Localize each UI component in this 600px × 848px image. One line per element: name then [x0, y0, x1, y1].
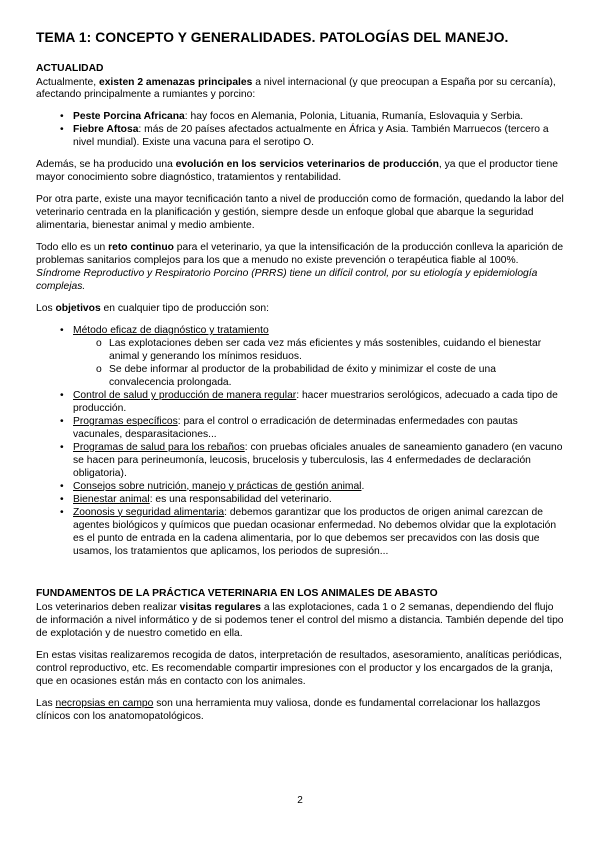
paragraph — [36, 77, 564, 103]
text-run: evolución en los servicios veterinarios de producción — [175, 159, 439, 171]
bullet-item — [36, 338, 564, 364]
text-run: a las explotaciones, cada 1 o 2 semanas, dependiendo del flujo de información a nivel informático y de si podemos tener el control del mismo a distancia. También depende del tipo de explotación y de nuestro cometido en ella. — [36, 602, 564, 640]
bullet-text — [73, 494, 564, 507]
bullet-item — [36, 124, 564, 150]
text-run: Consejos sobre nutrición, manejo y prácticas de gestión animal — [73, 480, 362, 492]
bullet-marker-icon: • — [60, 415, 64, 427]
text-run: Además, se ha producido una — [36, 159, 176, 171]
text-run: Método eficaz de diagnóstico y tratamiento — [73, 325, 269, 337]
bullet-text — [73, 416, 564, 442]
bullet-item — [36, 325, 564, 338]
text-run: Los veterinarios deben realizar — [36, 602, 180, 614]
text-run: Los — [36, 303, 56, 315]
section-heading — [36, 63, 564, 76]
text-run: a nivel internacional (y que preocupan a España por su cercanía), afectando principalmente a rumiantes y porcino: — [36, 76, 556, 101]
bullet-text — [73, 481, 564, 494]
text-run: En estas visitas realizaremos recogida de datos, interpretación de resultados, asesoramiento, analíticas periódicas, control reproductivo, etc. Es recomendable compartir impresiones con el productor y los encargados de la granja, que en ocasiones están más en contacto con los animales. — [36, 650, 562, 688]
text-run: Programas de salud para los rebaños — [73, 441, 245, 453]
text-run: Bienestar animal — [73, 493, 150, 505]
bullet-item — [36, 416, 564, 442]
text-run: Control de salud y producción de manera regular — [73, 389, 297, 401]
text-run: para el veterinario, ya que la intensificación de la producción conlleva la aparición de problemas sanitarios complejos para los que a menudo no existe prevención o terapéutica fiable al 100%. — [36, 242, 564, 267]
bullet-item — [36, 494, 564, 507]
bullet-marker-icon: • — [60, 124, 64, 136]
text-run: . — [361, 480, 365, 492]
text-run: FUNDAMENTOS DE LA PRÁCTICA VETERINARIA EN LOS ANIMALES DE ABASTO — [36, 588, 438, 600]
bullet-text — [73, 111, 564, 124]
bullet-list — [36, 111, 564, 150]
text-run: Las explotaciones deben ser cada vez más eficientes y más sostenibles, cuidando el bienestar animal y generando los mínimos residuos. — [109, 338, 542, 362]
document-content — [36, 63, 564, 725]
bullet-text — [109, 364, 564, 390]
bullet-text — [73, 124, 564, 150]
bullet-marker-icon: o — [96, 338, 102, 350]
paragraph — [36, 303, 564, 316]
bullet-item — [36, 507, 564, 559]
bullet-item — [36, 442, 564, 481]
bullet-text — [73, 390, 564, 416]
text-run: Todo ello es un — [36, 242, 109, 254]
text-run: : hacer muestrarios serológicos, adecuado a cada tipo de producción. — [73, 389, 558, 414]
text-run: , ya que el productor tiene mayor conocimiento sobre diagnóstico, tratamientos y rentabilidad. — [36, 159, 558, 184]
paragraph — [36, 242, 564, 294]
bullet-marker-icon: • — [60, 493, 64, 505]
document-title: TEMA 1: CONCEPTO Y GENERALIDADES. PATOLOGÍAS DEL MANEJO. — [36, 30, 509, 45]
text-run: Programas específicos — [73, 415, 178, 427]
text-run: Las — [36, 698, 56, 710]
bullet-marker-icon: • — [60, 325, 64, 337]
bullet-text — [73, 442, 564, 481]
text-run: : con pruebas oficiales anuales de saneamiento ganadero (en vacuno se hacen para perineumonía, leucosis, brucelosis y tuberculosis, las 4 enfermedades de declaración obligatoria). — [73, 441, 563, 479]
bullet-marker-icon: • — [60, 480, 64, 492]
text-run: : más de 20 países afectados actualmente en África y Asia. También Marruecos (tercero a nivel mundial). Existe una vacuna para el serotipo O. — [73, 124, 549, 149]
bullet-text — [109, 338, 564, 364]
text-run: : debemos garantizar que los productos de origen animal carezcan de agentes biológicos y químicos que puedan ocasionar enfermedad. No debemos olvidar que la explotación es el punto de entrada en la cadena alimentaria, por lo que debemos ser precavidos con las dosis que usamos, los tratamientos que aplicamos, los periodos de supresión... — [73, 506, 557, 557]
bullet-item — [36, 111, 564, 124]
text-run: Se debe informar al productor de la probabilidad de éxito y minimizar el coste de una convalecencia prolongada. — [109, 363, 496, 388]
bullet-marker-icon: • — [60, 111, 64, 123]
bullet-marker-icon: • — [60, 389, 64, 401]
bullet-item — [36, 364, 564, 390]
text-run: son una herramienta muy valiosa, donde es fundamental correlacionar los hallazgos clínicos con los anatomopatológicos. — [36, 698, 541, 723]
section-heading — [36, 588, 564, 601]
text-run: ACTUALIDAD — [36, 62, 104, 74]
text-run: Actualmente, — [36, 76, 99, 88]
text-run: : hay focos en Alemania, Polonia, Lituania, Rumanía, Eslovaquia y Serbia. — [184, 111, 524, 123]
paragraph — [36, 650, 564, 689]
bullet-item — [36, 481, 564, 494]
text-run: necropsias en campo — [55, 698, 154, 710]
text-run: Fiebre Aftosa — [73, 124, 139, 136]
bullet-item — [36, 390, 564, 416]
text-run: existen 2 amenazas principales — [98, 76, 253, 88]
bullet-marker-icon: o — [96, 363, 102, 375]
text-run: : es una responsabilidad del veterinario. — [149, 493, 332, 505]
text-run: objetivos — [55, 303, 101, 315]
text-run: Peste Porcina Africana — [73, 111, 185, 123]
text-run: : para el control o erradicación de determinadas enfermedades con pautas vacunales, desparasitaciones... — [73, 415, 518, 440]
paragraph — [36, 194, 564, 233]
bullet-text — [73, 325, 564, 338]
paragraph — [36, 698, 564, 724]
text-run: Por otra parte, existe una mayor tecnificación tanto a nivel de producción como de formación, quedando la labor del veterinario centrada en la planificación y gestión, siempre desde un enfoque global que abarque la seguridad alimentaria, bienestar animal y medio ambiente. — [36, 194, 564, 232]
bullet-text — [73, 507, 564, 559]
text-run: Zoonosis y seguridad alimentaria — [73, 506, 225, 518]
page-number: 2 — [297, 795, 303, 807]
paragraph — [36, 159, 564, 185]
text-run: visitas regulares — [179, 602, 261, 614]
bullet-marker-icon: • — [60, 506, 64, 518]
text-run: reto continuo — [108, 242, 174, 254]
bullet-marker-icon: • — [60, 441, 64, 453]
text-run: Síndrome Reproductivo y Respiratorio Porcino (PRRS) tiene un difícil control, por su etiología y epidemiología complejas. — [36, 268, 538, 293]
text-run: en cualquier tipo de producción son: — [100, 303, 269, 315]
bullet-list — [36, 325, 564, 558]
paragraph — [36, 602, 564, 641]
